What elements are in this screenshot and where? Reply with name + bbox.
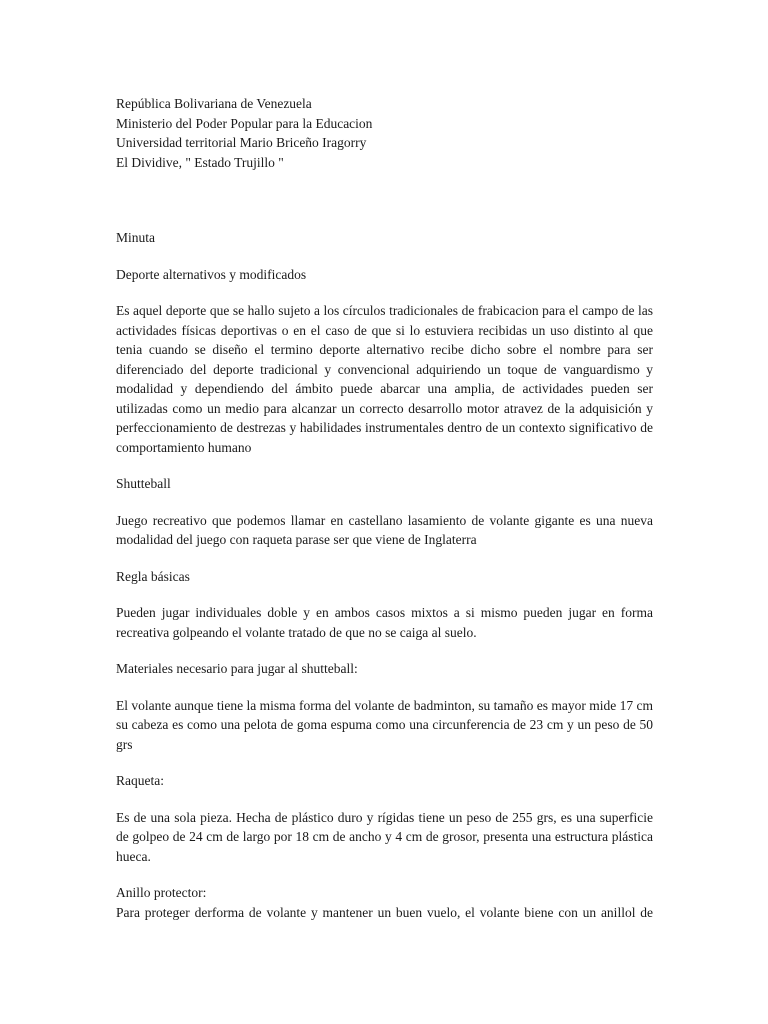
header-line-location: El Dividive, " Estado Trujillo " — [116, 154, 284, 170]
header-line-universidad: Universidad territorial Mario Briceño Iragorry — [116, 135, 367, 150]
section-heading-materiales: Materiales necesario para jugar al shutteball: — [116, 661, 358, 676]
section-body-shutteball: Juego recreativo que podemos llamar en castellano lasamiento de volante gigante es una nueva modalidad del juego con raqueta parase ser que viene de Inglaterra — [116, 512, 653, 547]
section-body-reglas: Pueden jugar individuales doble y en ambos casos mixtos a si mismo pueden jugar en forma recreativa golpeando el volante tratado de que no se caiga al suelo. — [116, 605, 653, 640]
section-heading-reglas: Regla básicas — [116, 568, 190, 584]
section-heading-deportes: Deporte alternativos y modificados — [116, 266, 307, 282]
header-line-ministerio: Ministerio del Poder Popular para la Educacion — [116, 115, 373, 131]
section-heading-anillo: Anillo protector: — [116, 885, 207, 900]
section-body-raqueta: Es de una sola pieza. Hecha de plástico duro y rígidas tiene un peso de 255 grs, es una superficie de golpeo de 24 cm de largo por 18 cm de ancho y 4 cm de grosor, presenta una estructura plástica hueca. — [116, 809, 653, 864]
section-body-deportes: Es aquel deporte que se hallo sujeto a los círculos tradicionales de frabicacion para el campo de las actividades físicas deportivas o en el caso de que si lo estuviera recibidas un uso distinto al que tenia cuando se diseño el termino deporte alternativo recibe dicho sobre el nombre para ser diferenciado del deporte tradicional y convencional adquiriendo un toque de vanguardismo y modalidad y dependiendo del ámbito puede abarcar una amplia, de actividades pueden ser utilizadas como un medio para alcanzar un correcto desarrollo motor atravez de la adquisición y perfeccionamiento de destrezas y habilidades instrumentales dentro de un contexto significativo de comportamiento humano — [116, 303, 653, 455]
section-heading-raqueta: Raqueta: — [116, 773, 164, 788]
header-line-republica: República Bolivariana de Venezuela — [116, 96, 312, 111]
section-body-anillo: Para proteger derforma de volante y mantener un buen vuelo, el volante biene con un anillol de — [116, 904, 653, 920]
document-header — [116, 94, 656, 172]
section-body-materiales: El volante aunque tiene la misma forma del volante de badminton, su tamaño es mayor mide 17 cm su cabeza es como una pelota de goma espuma como una circunferencia de 23 cm y un peso de 50 grs — [116, 697, 653, 752]
section-heading-shutteball: Shutteball — [116, 476, 171, 491]
document-title: Minuta — [116, 230, 155, 245]
document-body — [116, 228, 653, 922]
